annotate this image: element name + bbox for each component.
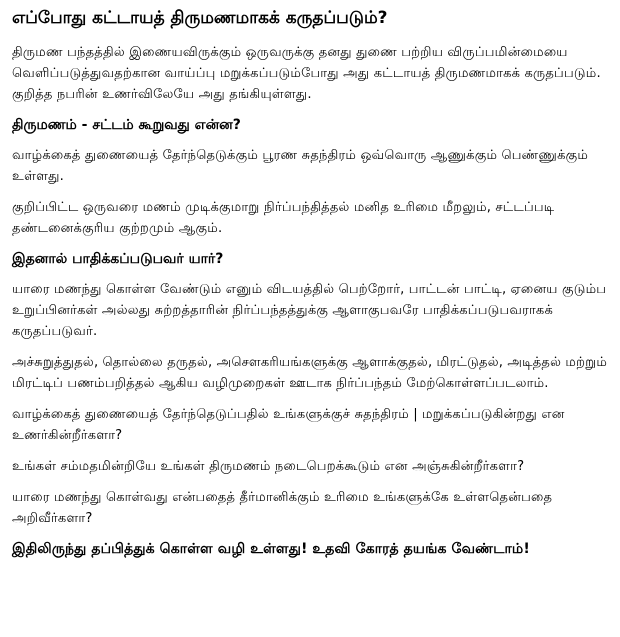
law-paragraph-1: வாழ்க்கைத் துணையைத் தேர்ந்தெடுக்கும் பூரண சுதந்திரம் ஒவ்வொரு ஆணுக்கும் பெண்ணுக்கும் உள்ளது. (12, 148, 589, 184)
law-paragraph-2: குறிப்பிட்ட ஒருவரை மணம் முடிக்குமாறு நிர்ப்பந்தித்தல் மனித உரிமை மீறலும், சட்டப்படி தண்டனைக்குரிய குற்றமும் ஆகும். (12, 200, 555, 236)
page-title: எப்போது கட்டாயத் திருமணமாகக் கருதப்படும்? (12, 8, 388, 28)
affected-paragraph-1: யாரை மணந்து கொள்ள வேண்டும் எனும் விடயத்தில் பெற்றோர், பாட்டன் பாட்டி, ஏனைய குடும்ப உறுப்பினர்கள் அல்லது சுற்றத்தாரின் நிர்ப்பந்தத்துக்கு ஆளாகுபவரே பாதிக்கப்படுபவராகக் கருதப்படுவர். (12, 282, 607, 339)
closing-callout: இதிலிருந்து தப்பித்துக் கொள்ள வழி உள்ளது! உதவி கோரத் தயங்க வேண்டாம்! (12, 541, 530, 557)
section-heading-affected: இதனால் பாதிக்கப்படுபவர் யார்? (12, 251, 224, 267)
section-heading-law: திருமணம் - சட்டம் கூறுவது என்ன? (12, 117, 241, 133)
affected-paragraph-2: அச்சுறுத்துதல், தொல்லை தருதல், அசௌகரியங்களுக்கு ஆளாக்குதல், மிரட்டுதல், அடித்தல் மற்றும் மிரட்டிப் பணம்பறித்தல் ஆகிய வழிமுறைகள் ஊடாக நிர்ப்பந்தம் மேற்கொள்ளப்படலாம். (12, 355, 608, 391)
intro-paragraph: திருமண பந்தத்தில் இணையவிருக்கும் ஒருவருக்கு தனது துணை பற்றிய விருப்பமின்மையை வெளிப்படுத்துவதற்கான வாய்ப்பு மறுக்கப்படும்போது அது கட்டாயத் திருமணமாகக் கருதப்படும். குறித்த நபரின் உணர்விலேயே அது தங்கியுள்ளது. (12, 45, 601, 102)
question-1: வாழ்க்கைத் துணையைத் தேர்ந்தெடுப்பதில் உங்களுக்குச் சுதந்திரம் | மறுக்கப்படுகின்றது என உணர்கின்றீர்களா? (12, 407, 565, 443)
question-2: உங்கள் சம்மதமின்றியே உங்கள் திருமணம் நடைபெறக்கூடும் என அஞ்சுகின்றீர்களா? (12, 459, 525, 474)
question-3: யாரை மணந்து கொள்வது என்பதைத் தீர்மானிக்கும் உரிமை உங்களுக்கே உள்ளதென்பதை அறிவீர்களா? (12, 490, 553, 526)
